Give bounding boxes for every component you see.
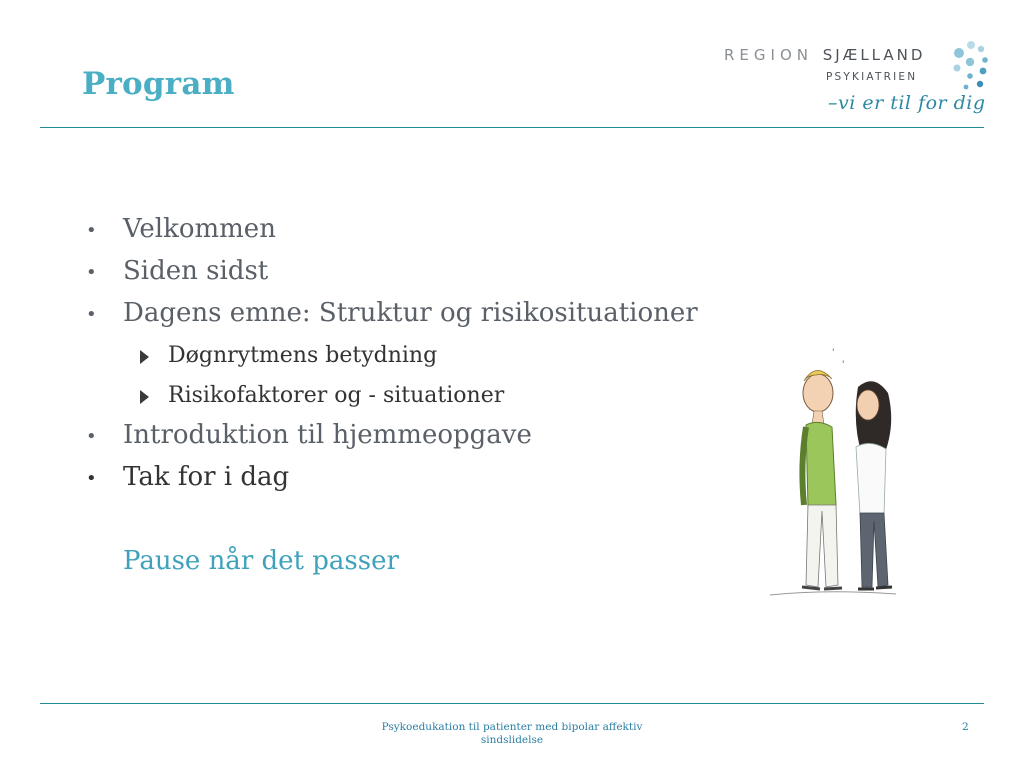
logo-wordmark <box>724 46 925 64</box>
pause-note: Pause når det passer <box>123 546 399 576</box>
list-item <box>86 256 766 298</box>
list-item-text: Siden sidst <box>123 256 269 286</box>
triangle-bullet-icon <box>140 390 149 404</box>
sub-list-item <box>86 380 766 420</box>
list-item <box>86 298 766 340</box>
sub-list-item-text: Risikofaktorer og - situationer <box>168 383 505 408</box>
logo-region-word: REGION <box>724 46 813 64</box>
two-people-illustration <box>766 345 912 600</box>
svg-text:': ' <box>842 360 845 370</box>
logo-dots-icon <box>950 38 990 94</box>
list-item-text: Dagens emne: Struktur og risikosituationer <box>123 298 698 328</box>
sub-list-item <box>86 340 766 380</box>
region-sjaelland-logo <box>720 36 990 130</box>
bullet-icon: • <box>86 304 97 325</box>
bullet-icon: • <box>86 426 97 447</box>
list-item-text: Introduktion til hjemmeopgave <box>123 420 532 450</box>
list-item <box>86 420 766 462</box>
footer-text <box>362 721 662 747</box>
slide-title: Program <box>82 66 235 102</box>
list-item-text: Velkommen <box>123 214 276 244</box>
page-number: 2 <box>962 721 969 733</box>
bullet-icon: • <box>86 262 97 283</box>
bullet-icon: • <box>86 468 97 489</box>
list-item <box>86 462 766 504</box>
agenda-list <box>86 214 766 504</box>
logo-subtitle: PSYKIATRIEN <box>826 71 918 83</box>
triangle-bullet-icon <box>140 350 149 364</box>
list-item <box>86 214 766 256</box>
footer-line: sindslidelse <box>480 734 544 746</box>
footer-divider <box>40 703 984 704</box>
svg-text:': ' <box>832 348 835 358</box>
sub-list-item-text: Døgnrytmens betydning <box>168 343 438 368</box>
header-divider <box>40 127 984 128</box>
bullet-icon: • <box>86 220 97 241</box>
list-item-text: Tak for i dag <box>123 462 290 492</box>
logo-name-word: SJÆLLAND <box>822 46 926 64</box>
footer-line: Psykoedukation til patienter med bipolar affektiv <box>381 721 643 733</box>
logo-slogan: –vi er til for dig <box>828 92 986 114</box>
